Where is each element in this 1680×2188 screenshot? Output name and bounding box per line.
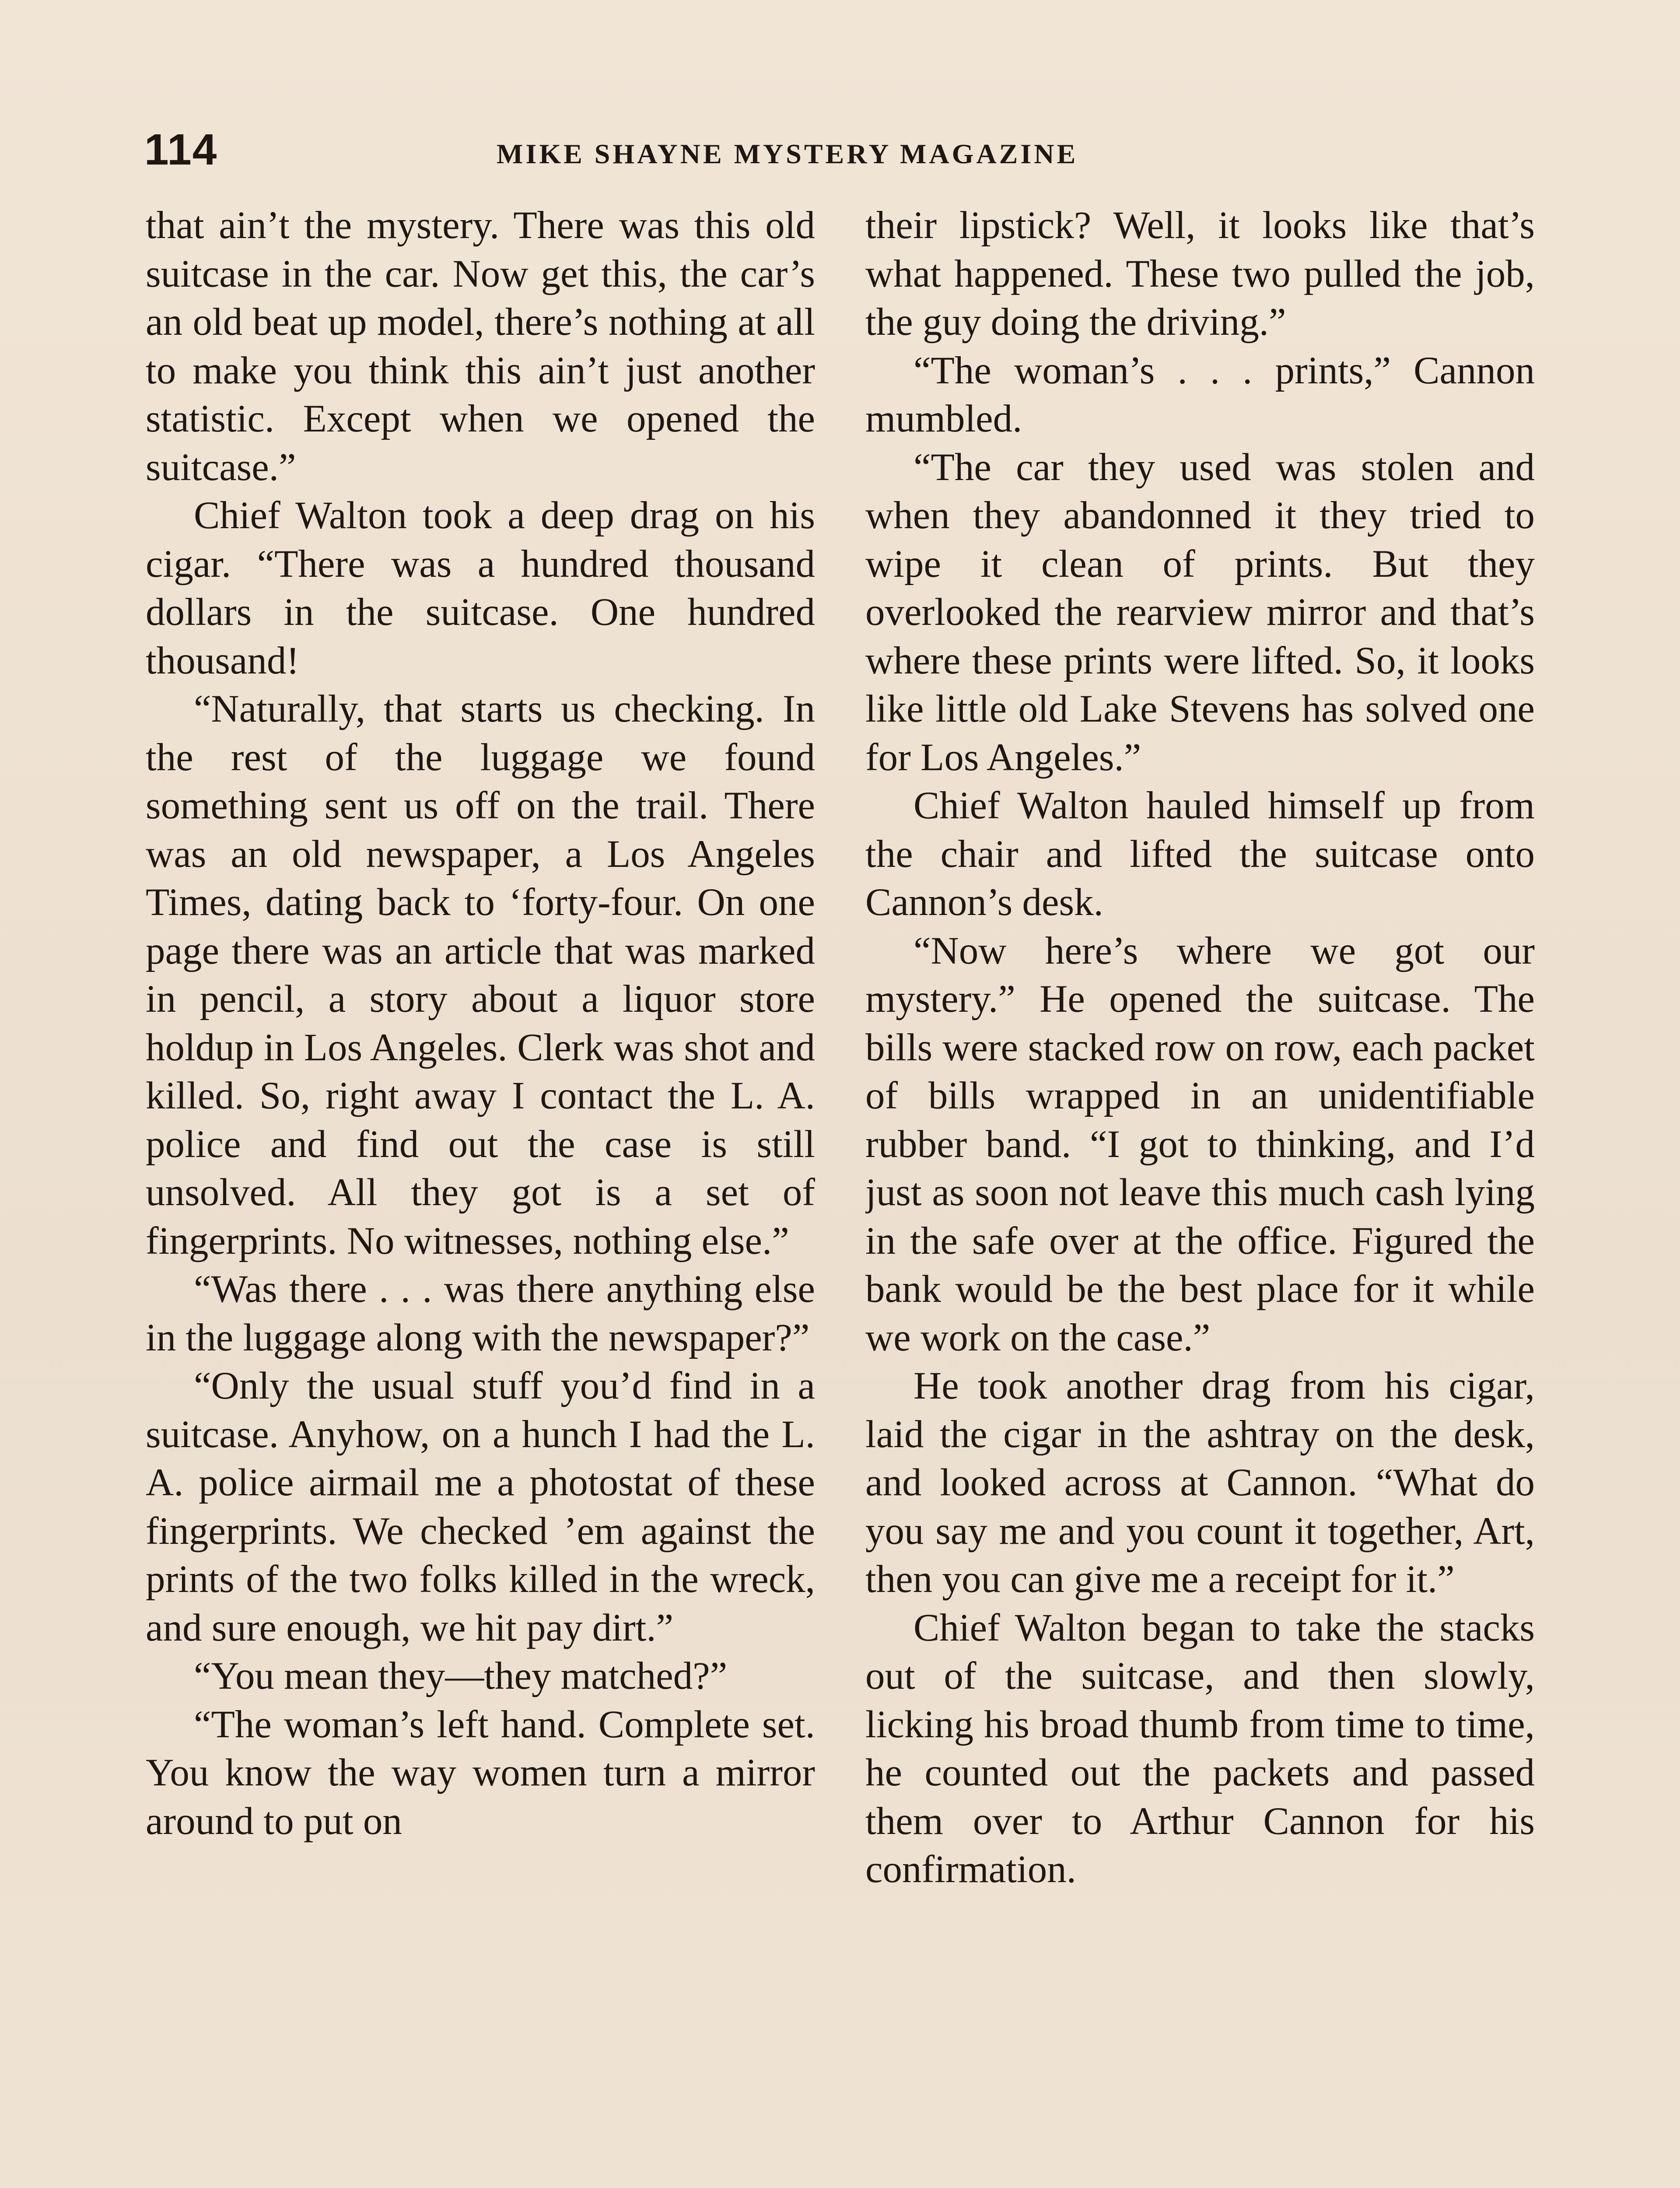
paragraph: Chief Walton took a deep drag on his cigar. “There was a hundred thousand dollars in the suitcase. One hundred thousand! [146, 494, 815, 682]
paragraph: “You mean they—they matched?” [194, 1655, 728, 1697]
paragraph: “Now here’s where we got our mystery.” He opened the suitcase. The bills were stacked row on row, each packet of bills wrapped in an unidentifiable rubber band. “I got to thinking, and I’d just as soon not leave this much cash lying in the safe over at the office. Figured the bank would be the best place for it while we work on the case.” [865, 929, 1535, 1359]
paragraph: Chief Walton hauled himself up from the chair and lifted the suitcase onto Cannon’s desk. [865, 784, 1535, 924]
page-number: 114 [144, 125, 218, 174]
paragraph: “The woman’s left hand. Complete set. You know the way women turn a mirror around to put on [146, 1703, 815, 1843]
paragraph: “Was there . . . was there anything else in the luggage along with the newspaper?” [146, 1268, 815, 1359]
paragraph: He took another drag from his cigar, laid the cigar in the ashtray on the desk, and looked across at Cannon. “What do you say me and you count it together, Art, then you can give me a receipt for it.” [865, 1364, 1535, 1601]
paragraph: “Naturally, that starts us checking. In the rest of the luggage we found something sent us off on the trail. There was an old newspaper, a Los Angeles Times, dating back to ‘forty-four. On one page there was an article that was marked in pencil, a story about a liquor store holdup in Los Angeles. Clerk was shot and killed. So, right away I contact the L. A. police and find out the case is still unsolved. All they got is a set of fingerprints. No witnesses, nothing else.” [146, 687, 815, 1262]
paragraph: Chief Walton began to take the stacks out of the suitcase, and then slowly, licking his broad thumb from time to time, he counted out the packets and passed them over to Arthur Cannon for his confirmation. [865, 1606, 1535, 1891]
right-column [865, 201, 1535, 2157]
left-column [146, 201, 815, 2157]
paragraph: their lipstick? Well, it looks like that’s what happened. These two pulled the job, the guy doing the driving.” [865, 204, 1535, 344]
paragraph: “The woman’s . . . prints,” Cannon mumbled. [865, 349, 1535, 440]
running-head: MIKE SHAYNE MYSTERY MAGAZINE [497, 138, 1078, 169]
paragraph: that ain’t the mystery. There was this old suitcase in the car. Now get this, the car’s an old beat up model, there’s nothing at all to make you think this ain’t just another statistic. Except when we opened the suitcase.” [146, 204, 815, 489]
paragraph: “Only the usual stuff you’d find in a suitcase. Anyhow, on a hunch I had the L. A. police airmail me a photostat of these fingerprints. We checked ’em against the prints of the two folks killed in the wreck, and sure enough, we hit pay dirt.” [146, 1364, 815, 1649]
paragraph: “The car they used was stolen and when they abandonned it they tried to wipe it clean of prints. But they overlooked the rearview mirror and that’s where these prints were lifted. So, it looks like little old Lake Stevens has solved one for Los Angeles.” [865, 445, 1535, 779]
